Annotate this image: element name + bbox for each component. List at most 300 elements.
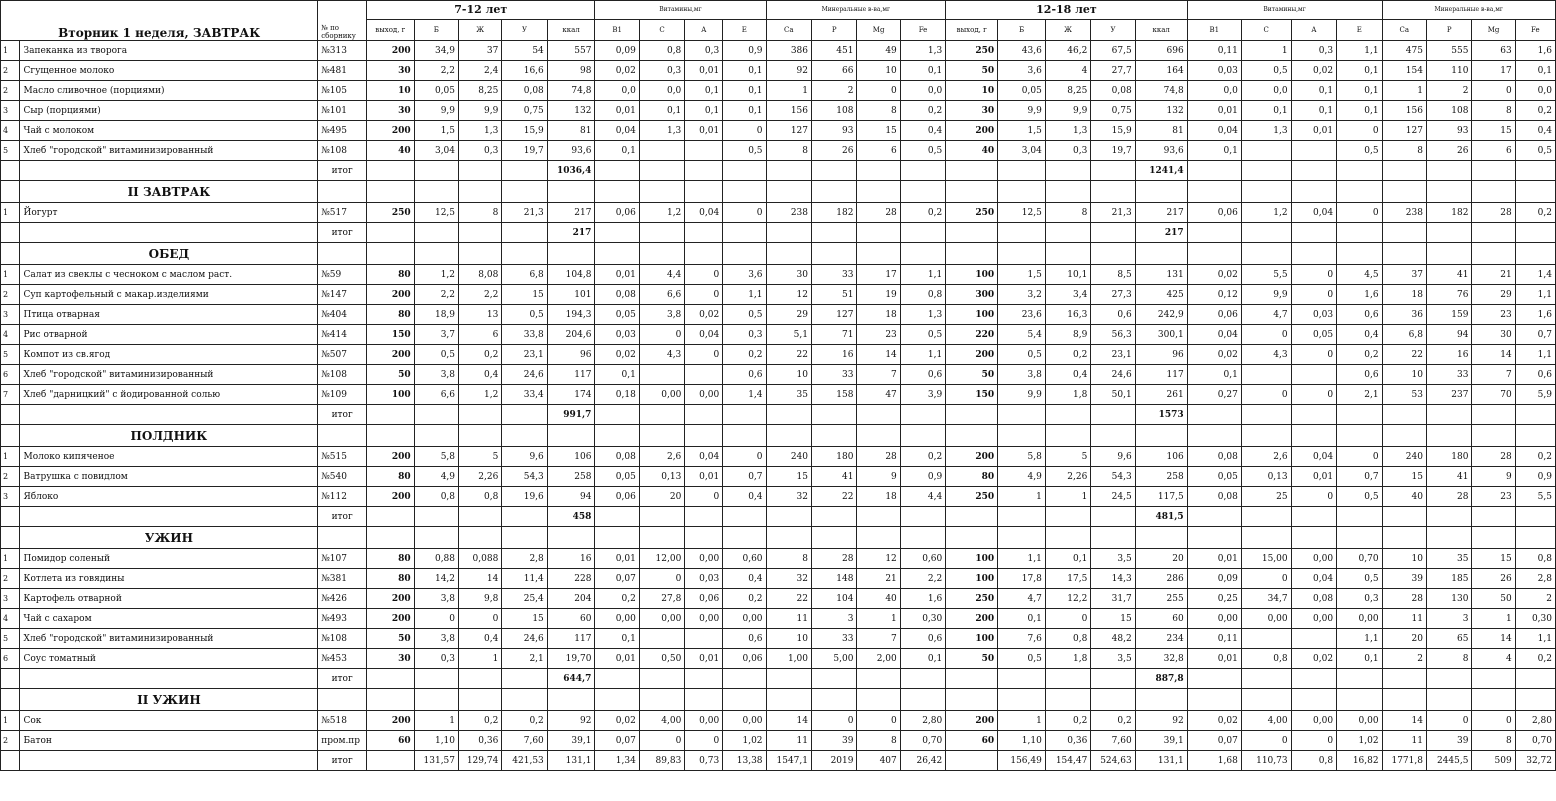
empty-cell: [766, 527, 811, 549]
empty-cell: [1241, 425, 1291, 447]
kcal-total-a: 458: [547, 507, 595, 527]
empty-cell: [812, 425, 857, 447]
empty-cell: [502, 181, 547, 203]
value-b-4: 39,1: [1135, 731, 1187, 751]
empty-cell: [900, 181, 945, 203]
value-a-4: 204: [547, 589, 595, 609]
value-a-0: 60: [366, 731, 414, 751]
empty-cell: [1187, 181, 1241, 203]
total-gap: [1, 507, 20, 527]
value-b-10: 159: [1426, 305, 1471, 325]
value-a-5: 0,01: [595, 549, 639, 569]
grand-total-b-1: 156,49: [998, 751, 1046, 771]
value-a-3: 19,6: [502, 487, 547, 507]
value-b-6: [1241, 141, 1291, 161]
empty-cell: [685, 669, 723, 689]
empty-cell: [1241, 669, 1291, 689]
empty-cell: [685, 161, 723, 181]
table-row: [1, 61, 1556, 81]
value-b-6: 0,0: [1241, 81, 1291, 101]
empty-cell: [1337, 223, 1383, 243]
value-a-7: 0,01: [685, 467, 723, 487]
empty-cell: [766, 181, 811, 203]
grand-total-b-0: [946, 751, 998, 771]
recipe-code: №108: [318, 141, 367, 161]
value-a-12: 0,1: [900, 649, 945, 669]
empty-cell: [1291, 243, 1336, 265]
value-b-0: 50: [946, 649, 998, 669]
value-b-5: 0,1: [1187, 141, 1241, 161]
section-heading-row: [1, 689, 1556, 711]
total-gap: [20, 507, 318, 527]
value-b-8: 1,02: [1337, 731, 1383, 751]
value-b-6: 1,2: [1241, 203, 1291, 223]
column-header-b: B1: [1187, 20, 1241, 41]
value-a-3: 24,6: [502, 629, 547, 649]
value-a-4: 93,6: [547, 141, 595, 161]
empty-cell: [812, 161, 857, 181]
recipe-code: №313: [318, 41, 367, 61]
empty-cell: [366, 669, 414, 689]
total-label: итог: [318, 507, 367, 527]
empty-cell: [595, 161, 639, 181]
value-b-3: 8,5: [1091, 265, 1135, 285]
dish-name: Чай с молоком: [20, 121, 318, 141]
value-b-6: [1241, 629, 1291, 649]
value-a-1: 0,88: [414, 549, 458, 569]
value-a-10: 3: [812, 609, 857, 629]
empty-cell: [766, 223, 811, 243]
value-b-11: 23: [1472, 487, 1515, 507]
empty-cell: [857, 507, 900, 527]
empty-cell: [1241, 527, 1291, 549]
value-a-1: 1,5: [414, 121, 458, 141]
empty-cell: [946, 181, 998, 203]
value-b-7: 0: [1291, 345, 1336, 365]
empty-cell: [1241, 689, 1291, 711]
value-b-11: 15: [1472, 121, 1515, 141]
value-b-0: 300: [946, 285, 998, 305]
value-a-12: 0,9: [900, 467, 945, 487]
value-a-1: 3,04: [414, 141, 458, 161]
empty-cell: [723, 243, 766, 265]
empty-cell: [900, 405, 945, 425]
value-a-4: 194,3: [547, 305, 595, 325]
total-gap: [20, 751, 318, 771]
value-a-0: 200: [366, 487, 414, 507]
total-gap: [1, 669, 20, 689]
empty-cell: [414, 161, 458, 181]
value-a-12: 0,5: [900, 325, 945, 345]
value-b-7: 0,01: [1291, 467, 1336, 487]
value-b-9: 156: [1382, 101, 1426, 121]
empty-cell: [1337, 243, 1383, 265]
section-gap: [318, 181, 367, 203]
total-row: [1, 405, 1556, 425]
value-a-5: 0,09: [595, 41, 639, 61]
value-b-10: 0: [1426, 711, 1471, 731]
vitamins-header-a: Витамины,мг: [595, 1, 766, 20]
value-a-2: 0,2: [459, 345, 502, 365]
empty-cell: [1472, 223, 1515, 243]
empty-cell: [1426, 507, 1471, 527]
empty-cell: [812, 689, 857, 711]
empty-cell: [1337, 507, 1383, 527]
value-a-9: 238: [766, 203, 811, 223]
kcal-total-a: 1036,4: [547, 161, 595, 181]
value-b-0: 30: [946, 101, 998, 121]
total-label: итог: [318, 751, 367, 771]
empty-cell: [1135, 181, 1187, 203]
value-b-10: 76: [1426, 285, 1471, 305]
value-b-0: 150: [946, 385, 998, 405]
value-b-12: 0,1: [1515, 61, 1555, 81]
recipe-code: №147: [318, 285, 367, 305]
value-a-8: 0,3: [723, 325, 766, 345]
empty-cell: [998, 405, 1046, 425]
value-a-9: 29: [766, 305, 811, 325]
section-gap: [1, 689, 20, 711]
value-b-3: 14,3: [1091, 569, 1135, 589]
row-number: 4: [1, 121, 20, 141]
empty-cell: [723, 425, 766, 447]
value-b-3: 0,08: [1091, 81, 1135, 101]
value-b-6: 15,00: [1241, 549, 1291, 569]
value-b-5: 0,06: [1187, 203, 1241, 223]
kcal-total-b: 481,5: [1135, 507, 1187, 527]
value-a-6: 1,2: [639, 203, 684, 223]
value-b-10: 182: [1426, 203, 1471, 223]
kcal-total-b: 1573: [1135, 405, 1187, 425]
value-a-6: 27,8: [639, 589, 684, 609]
total-gap: [1, 223, 20, 243]
value-a-6: [639, 629, 684, 649]
total-row: [1, 223, 1556, 243]
dish-name: Хлеб "городской" витаминизированный: [20, 629, 318, 649]
empty-cell: [685, 425, 723, 447]
value-a-7: 0,04: [685, 203, 723, 223]
section-gap: [318, 527, 367, 549]
value-a-9: 22: [766, 589, 811, 609]
value-b-10: 94: [1426, 325, 1471, 345]
value-b-0: 80: [946, 467, 998, 487]
value-b-4: 132: [1135, 101, 1187, 121]
value-b-4: 96: [1135, 345, 1187, 365]
value-b-3: 3,5: [1091, 649, 1135, 669]
value-a-10: 39: [812, 731, 857, 751]
value-b-11: 7: [1472, 365, 1515, 385]
value-a-7: 0,01: [685, 121, 723, 141]
value-a-2: 13: [459, 305, 502, 325]
value-b-5: 0,06: [1187, 305, 1241, 325]
empty-cell: [1472, 243, 1515, 265]
vitamins-header-b: Витамины,мг: [1187, 1, 1382, 20]
section-title: II УЖИН: [20, 689, 318, 711]
value-b-7: 0: [1291, 487, 1336, 507]
table-row: [1, 711, 1556, 731]
recipe-code: №404: [318, 305, 367, 325]
value-b-8: 0,5: [1337, 141, 1383, 161]
value-b-9: 53: [1382, 385, 1426, 405]
value-a-9: 92: [766, 61, 811, 81]
value-b-8: 0,1: [1337, 61, 1383, 81]
value-a-6: 0,13: [639, 467, 684, 487]
empty-cell: [1291, 161, 1336, 181]
value-b-3: 27,3: [1091, 285, 1135, 305]
recipe-code: №105: [318, 81, 367, 101]
value-a-3: 7,60: [502, 731, 547, 751]
value-b-2: 0,1: [1045, 549, 1090, 569]
value-a-2: 14: [459, 569, 502, 589]
value-a-5: 0,05: [595, 467, 639, 487]
value-b-3: 3,5: [1091, 549, 1135, 569]
value-b-2: 12,2: [1045, 589, 1090, 609]
dish-name: Батон: [20, 731, 318, 751]
empty-cell: [1291, 669, 1336, 689]
kcal-total-a: 217: [547, 223, 595, 243]
value-a-7: 0,01: [685, 649, 723, 669]
empty-cell: [1187, 507, 1241, 527]
value-a-11: 2,00: [857, 649, 900, 669]
empty-cell: [459, 689, 502, 711]
empty-cell: [1382, 689, 1426, 711]
empty-cell: [766, 669, 811, 689]
row-number: 2: [1, 569, 20, 589]
value-a-3: 11,4: [502, 569, 547, 589]
value-b-7: 0,00: [1291, 549, 1336, 569]
value-b-7: [1291, 629, 1336, 649]
value-a-8: 0: [723, 203, 766, 223]
empty-cell: [812, 405, 857, 425]
empty-cell: [414, 425, 458, 447]
column-header-a: P: [812, 20, 857, 41]
total-label: итог: [318, 405, 367, 425]
value-a-6: [639, 365, 684, 385]
empty-cell: [1187, 243, 1241, 265]
value-a-8: 0,1: [723, 81, 766, 101]
value-a-4: 228: [547, 569, 595, 589]
empty-cell: [1472, 425, 1515, 447]
empty-cell: [639, 181, 684, 203]
value-a-5: 0,01: [595, 265, 639, 285]
section-title: II ЗАВТРАК: [20, 181, 318, 203]
value-a-6: 4,3: [639, 345, 684, 365]
value-a-0: 80: [366, 467, 414, 487]
empty-cell: [366, 689, 414, 711]
value-b-1: 0,5: [998, 649, 1046, 669]
total-gap: [20, 405, 318, 425]
value-a-11: 8: [857, 731, 900, 751]
value-b-0: 100: [946, 305, 998, 325]
empty-cell: [1045, 161, 1090, 181]
value-b-10: 16: [1426, 345, 1471, 365]
empty-cell: [366, 223, 414, 243]
value-a-2: 0,2: [459, 711, 502, 731]
value-a-3: 15: [502, 285, 547, 305]
dish-name: Картофель отварной: [20, 589, 318, 609]
empty-cell: [723, 527, 766, 549]
empty-cell: [1045, 243, 1090, 265]
empty-cell: [639, 507, 684, 527]
value-b-7: 0,04: [1291, 203, 1336, 223]
empty-cell: [1515, 425, 1555, 447]
empty-cell: [857, 425, 900, 447]
empty-cell: [766, 689, 811, 711]
value-b-7: 0,08: [1291, 589, 1336, 609]
value-a-10: 28: [812, 549, 857, 569]
row-number: 2: [1, 467, 20, 487]
value-b-7: 0,04: [1291, 569, 1336, 589]
grand-total-a-7: 0,73: [685, 751, 723, 771]
value-a-11: 19: [857, 285, 900, 305]
value-a-12: 0,2: [900, 101, 945, 121]
empty-cell: [1045, 669, 1090, 689]
empty-cell: [547, 425, 595, 447]
empty-cell: [1382, 161, 1426, 181]
value-a-2: 1: [459, 649, 502, 669]
value-a-7: 0,03: [685, 569, 723, 589]
empty-cell: [998, 425, 1046, 447]
value-a-2: 0,3: [459, 141, 502, 161]
empty-cell: [857, 527, 900, 549]
empty-cell: [1426, 689, 1471, 711]
value-a-1: 2,2: [414, 61, 458, 81]
value-a-0: 200: [366, 589, 414, 609]
value-a-3: 15,9: [502, 121, 547, 141]
empty-cell: [900, 507, 945, 527]
value-b-6: 1: [1241, 41, 1291, 61]
value-a-7: 0,1: [685, 81, 723, 101]
value-a-6: 0,00: [639, 609, 684, 629]
value-a-12: 1,3: [900, 305, 945, 325]
dish-name: Масло сливочное (порциями): [20, 81, 318, 101]
empty-cell: [1515, 181, 1555, 203]
recipe-code: №414: [318, 325, 367, 345]
value-a-10: 158: [812, 385, 857, 405]
value-b-0: 100: [946, 629, 998, 649]
value-a-9: 11: [766, 731, 811, 751]
value-a-6: 0,00: [639, 385, 684, 405]
table-row: [1, 141, 1556, 161]
value-b-3: 19,7: [1091, 141, 1135, 161]
empty-cell: [723, 405, 766, 425]
value-a-5: 0,0: [595, 81, 639, 101]
value-b-2: 1: [1045, 487, 1090, 507]
empty-cell: [414, 181, 458, 203]
value-b-11: 0: [1472, 81, 1515, 101]
dish-name: Сок: [20, 711, 318, 731]
value-a-7: 0: [685, 265, 723, 285]
empty-cell: [946, 161, 998, 181]
value-b-10: 28: [1426, 487, 1471, 507]
recipe-code: №518: [318, 711, 367, 731]
value-b-2: 8,9: [1045, 325, 1090, 345]
value-b-9: 238: [1382, 203, 1426, 223]
value-b-1: 4,7: [998, 589, 1046, 609]
value-b-10: 39: [1426, 731, 1471, 751]
value-b-1: 1,1: [998, 549, 1046, 569]
value-b-9: 240: [1382, 447, 1426, 467]
row-number: 5: [1, 345, 20, 365]
value-a-12: 1,1: [900, 265, 945, 285]
value-b-7: 0,03: [1291, 305, 1336, 325]
value-a-8: 0,4: [723, 487, 766, 507]
value-b-12: 0,2: [1515, 649, 1555, 669]
section-gap: [318, 689, 367, 711]
value-b-10: 2: [1426, 81, 1471, 101]
value-b-9: 15: [1382, 467, 1426, 487]
value-a-4: 557: [547, 41, 595, 61]
value-a-7: 0: [685, 345, 723, 365]
value-a-4: 104,8: [547, 265, 595, 285]
row-number: 3: [1, 101, 20, 121]
kcal-total-b: 887,8: [1135, 669, 1187, 689]
value-a-4: 92: [547, 711, 595, 731]
value-b-2: 0,36: [1045, 731, 1090, 751]
value-b-1: 5,4: [998, 325, 1046, 345]
empty-cell: [502, 669, 547, 689]
dish-name: Салат из свеклы с чесноком с маслом раст.: [20, 265, 318, 285]
dish-name: Компот из св.ягод: [20, 345, 318, 365]
value-a-11: 7: [857, 629, 900, 649]
empty-cell: [1515, 689, 1555, 711]
column-header-b: Ca: [1382, 20, 1426, 41]
column-header-a: Ca: [766, 20, 811, 41]
value-a-9: 35: [766, 385, 811, 405]
empty-cell: [685, 689, 723, 711]
value-b-6: 0,13: [1241, 467, 1291, 487]
value-a-8: 0,7: [723, 467, 766, 487]
table-row: [1, 305, 1556, 325]
value-a-4: 258: [547, 467, 595, 487]
dish-name: Хлеб "городской" витаминизированный: [20, 141, 318, 161]
value-a-1: 1,10: [414, 731, 458, 751]
value-b-2: 9,9: [1045, 101, 1090, 121]
value-a-5: 0,1: [595, 629, 639, 649]
empty-cell: [1472, 507, 1515, 527]
total-gap: [20, 223, 318, 243]
value-a-7: 0: [685, 285, 723, 305]
value-a-12: 1,1: [900, 345, 945, 365]
value-b-1: 0,1: [998, 609, 1046, 629]
empty-cell: [998, 181, 1046, 203]
value-b-9: 36: [1382, 305, 1426, 325]
value-b-5: 0,07: [1187, 731, 1241, 751]
empty-cell: [595, 405, 639, 425]
empty-cell: [1241, 243, 1291, 265]
value-a-8: 1,1: [723, 285, 766, 305]
value-b-0: 200: [946, 121, 998, 141]
value-a-7: 0,00: [685, 711, 723, 731]
value-b-12: 5,9: [1515, 385, 1555, 405]
value-a-2: 8,08: [459, 265, 502, 285]
value-b-7: 0: [1291, 731, 1336, 751]
value-b-7: 0,02: [1291, 61, 1336, 81]
value-a-6: 0,50: [639, 649, 684, 669]
value-a-2: 6: [459, 325, 502, 345]
empty-cell: [1091, 689, 1135, 711]
dish-name: Чай с сахаром: [20, 609, 318, 629]
value-b-12: 0,9: [1515, 467, 1555, 487]
empty-cell: [946, 243, 998, 265]
section-title: ОБЕД: [20, 243, 318, 265]
value-b-9: 10: [1382, 549, 1426, 569]
recipe-code: №507: [318, 345, 367, 365]
value-b-8: 0,1: [1337, 649, 1383, 669]
value-b-3: 0,2: [1091, 711, 1135, 731]
value-a-3: 15: [502, 609, 547, 629]
value-a-0: 80: [366, 265, 414, 285]
